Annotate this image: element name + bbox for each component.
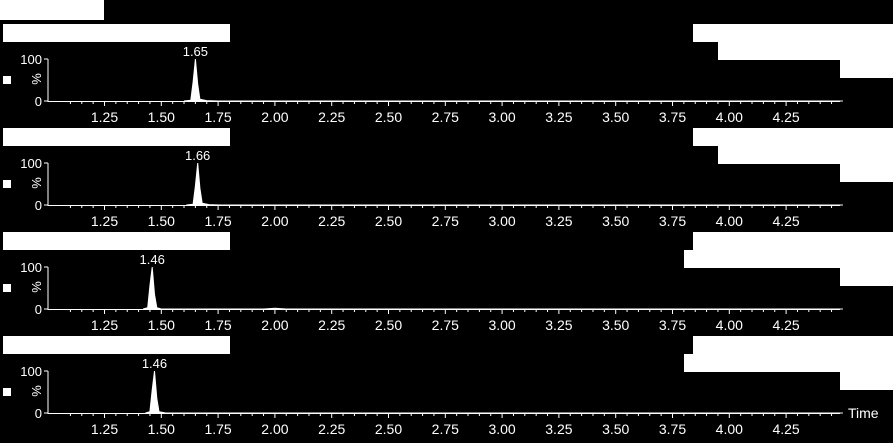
x-tick-label: 2.00 xyxy=(261,317,289,333)
x-tick-label: 2.00 xyxy=(261,109,289,125)
x-tick-label: 1.75 xyxy=(204,213,232,229)
x-tick-label: 2.75 xyxy=(431,421,459,437)
trace-marker-square xyxy=(3,180,11,188)
header-redaction-bar xyxy=(3,336,230,354)
y-tick-label: 0 xyxy=(34,406,42,421)
header-redaction-bar xyxy=(3,128,230,146)
x-tick-label: 3.75 xyxy=(658,317,687,333)
peak-retention-time-label: 1.65 xyxy=(182,44,209,59)
x-tick-label: 2.25 xyxy=(318,421,346,437)
x-tick-label: 1.75 xyxy=(204,317,232,333)
y-tick-label: 100 xyxy=(20,364,42,379)
x-tick-label: 1.50 xyxy=(147,109,175,125)
y-tick-label: 100 xyxy=(20,156,42,171)
right-redaction-block xyxy=(684,232,893,286)
x-tick-label: 4.00 xyxy=(715,213,743,229)
x-tick-label: 2.75 xyxy=(431,317,459,333)
x-tick-label: 1.25 xyxy=(90,317,119,333)
x-tick-label: 2.50 xyxy=(374,317,403,333)
x-tick-label: 1.25 xyxy=(90,421,119,437)
chromatogram-trace xyxy=(184,59,843,101)
y-tick-label: 0 xyxy=(34,198,42,213)
x-tick-label: 3.25 xyxy=(545,213,573,229)
x-tick-label: 3.50 xyxy=(602,317,630,333)
x-tick-label: 2.75 xyxy=(431,213,459,229)
right-redaction-block xyxy=(693,128,893,182)
x-tick-label: 1.50 xyxy=(147,317,175,333)
x-tick-label: 3.00 xyxy=(488,317,516,333)
chromatogram-trace xyxy=(143,267,843,309)
x-tick-label: 2.25 xyxy=(318,317,346,333)
x-tick-label: 2.00 xyxy=(261,421,289,437)
x-tick-label: 2.50 xyxy=(374,109,403,125)
x-tick-label: 4.00 xyxy=(715,421,743,437)
trace-marker-square xyxy=(3,388,11,396)
y-tick-label: 100 xyxy=(20,260,42,275)
peak-retention-time-label: 1.66 xyxy=(184,148,211,163)
x-tick-label: 1.25 xyxy=(90,213,119,229)
top-redaction-block xyxy=(0,0,104,20)
chromatogram-panel-4 xyxy=(3,336,893,437)
trace-marker-square xyxy=(3,76,11,84)
x-tick-label: 4.25 xyxy=(772,317,800,333)
chromatogram-panel-1 xyxy=(3,24,893,125)
right-redaction-block xyxy=(693,24,893,78)
x-tick-label: 2.00 xyxy=(261,213,289,229)
y-tick-label: 0 xyxy=(34,94,42,109)
x-tick-label: 3.00 xyxy=(488,421,516,437)
x-tick-label: 4.00 xyxy=(715,109,743,125)
x-tick-label: 3.50 xyxy=(602,109,630,125)
y-axis-label: % xyxy=(29,73,44,85)
x-tick-label: 4.25 xyxy=(772,421,800,437)
x-tick-label: 3.25 xyxy=(545,109,573,125)
y-tick-label: 0 xyxy=(34,302,42,317)
y-tick-label: 100 xyxy=(20,52,42,67)
x-tick-label: 2.75 xyxy=(431,109,459,125)
x-tick-label: 1.50 xyxy=(147,421,175,437)
header-redaction-bar xyxy=(3,24,230,42)
peak-retention-time-label: 1.46 xyxy=(141,356,168,371)
x-tick-label: 4.00 xyxy=(715,317,743,333)
x-tick-label: 3.50 xyxy=(602,421,630,437)
x-tick-label: 3.25 xyxy=(545,421,573,437)
header-redaction-bar xyxy=(3,232,230,250)
chromatogram-panel-3 xyxy=(3,232,893,333)
trace-marker-square xyxy=(3,284,11,292)
x-axis-title: Time xyxy=(848,405,879,421)
x-tick-label: 4.25 xyxy=(772,213,800,229)
x-tick-label: 3.50 xyxy=(602,213,630,229)
x-tick-label: 3.00 xyxy=(488,213,516,229)
x-tick-label: 3.75 xyxy=(658,109,687,125)
chromatogram-trace xyxy=(145,371,843,413)
x-tick-label: 3.00 xyxy=(488,109,516,125)
x-tick-label: 2.50 xyxy=(374,421,403,437)
x-tick-label: 1.75 xyxy=(204,421,232,437)
x-tick-label: 2.25 xyxy=(318,213,346,229)
y-axis-label: % xyxy=(29,385,44,397)
x-tick-label: 1.75 xyxy=(204,109,232,125)
y-axis-label: % xyxy=(29,177,44,189)
right-redaction-block xyxy=(684,336,893,390)
x-tick-label: 1.25 xyxy=(90,109,119,125)
x-tick-label: 2.25 xyxy=(318,109,346,125)
chromatogram-panel-2 xyxy=(3,128,893,229)
chromatogram-trace xyxy=(186,163,843,205)
y-axis-label: % xyxy=(29,281,44,293)
x-tick-label: 1.50 xyxy=(147,213,175,229)
x-tick-label: 3.25 xyxy=(545,317,573,333)
x-tick-label: 3.75 xyxy=(658,421,687,437)
x-tick-label: 4.25 xyxy=(772,109,800,125)
x-tick-label: 2.50 xyxy=(374,213,403,229)
x-tick-label: 3.75 xyxy=(658,213,687,229)
peak-retention-time-label: 1.46 xyxy=(139,252,165,267)
